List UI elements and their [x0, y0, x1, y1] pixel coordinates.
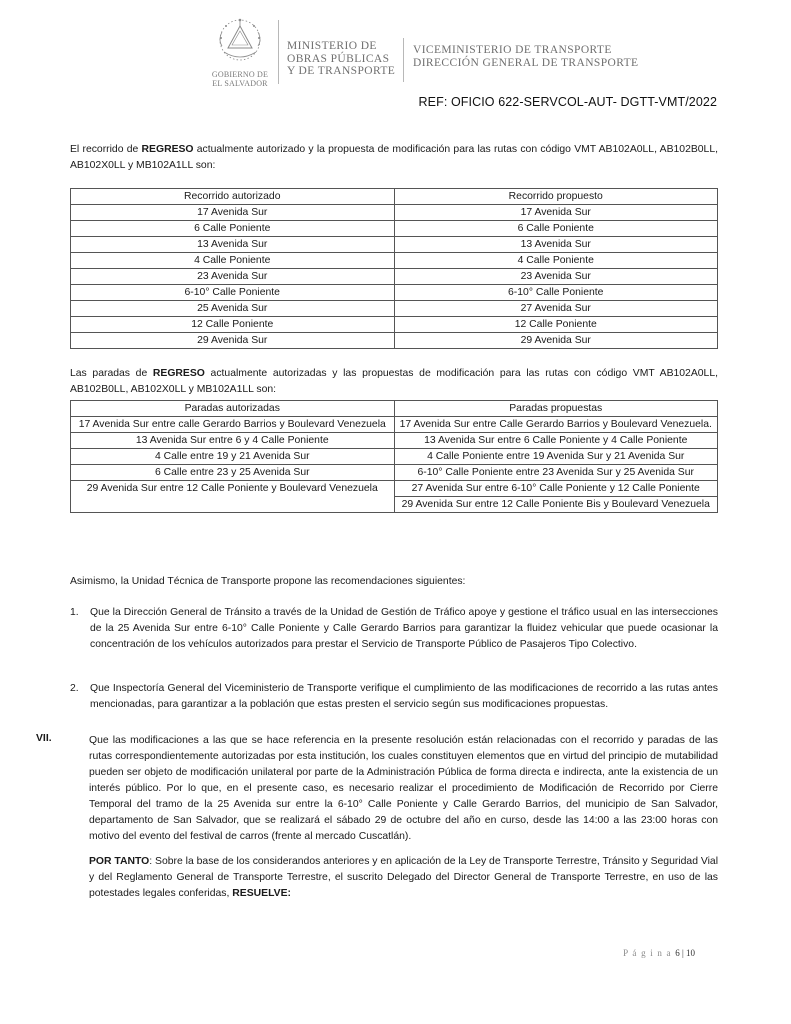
table-cell: 4 Calle Poniente entre 19 Avenida Sur y 21 Avenida Sur [394, 449, 718, 465]
vice-line: VICEMINISTERIO DE TRANSPORTE [413, 44, 612, 56]
table-header-row [71, 401, 718, 417]
ministry-line: OBRAS PÚBLICAS [287, 52, 390, 65]
table-cell: 6-10° Calle Poniente [394, 285, 718, 301]
list-number: 2. [70, 683, 79, 694]
viceministry-name [413, 44, 638, 70]
table-header-row [71, 189, 718, 205]
page-label: P á g i n a [623, 948, 672, 958]
table-paradas [70, 400, 718, 513]
table-row [71, 205, 718, 221]
table-header: Paradas autorizadas [71, 401, 395, 417]
intro-regreso [70, 142, 718, 174]
table-cell: 17 Avenida Sur [71, 205, 395, 221]
table-cell: 27 Avenida Sur entre 6-10° Calle Poniente y 12 Calle Poniente [394, 481, 718, 497]
table-cell: 12 Calle Poniente [71, 317, 395, 333]
intro-paradas [70, 366, 718, 398]
table-cell: 4 Calle Poniente [394, 253, 718, 269]
recommendation-item [70, 681, 718, 713]
table-cell: 27 Avenida Sur [394, 301, 718, 317]
vice-line: DIRECCIÓN GENERAL DE TRANSPORTE [413, 57, 639, 69]
table-row [71, 317, 718, 333]
table-row [71, 301, 718, 317]
coat-of-arms-icon [212, 16, 268, 76]
table-row [71, 237, 718, 253]
intro-text: actualmente autorizadas y las propuestas de modificación para las rutas con código VMT AB102A0LL, AB102B0LL, AB102X0LL y MB102A1LL son: [70, 368, 718, 395]
intro-text: actualmente autorizado y la propuesta de modificación para las rutas con código VMT AB102A0LL, AB102B0LL, AB102X0LL y MB102A1LL son: [70, 144, 718, 171]
conclusion-bold: POR TANTO [89, 856, 150, 867]
table-cell: 17 Avenida Sur [394, 205, 718, 221]
table-row [71, 481, 718, 497]
section-vii-text: Que las modificaciones a las que se hace referencia en la presente resolución están relacionadas con el recorrido y paradas de las rutas correspondientemente autorizadas por esta institución, los cuales constituyen elementos que en virtud del principio de mutabilidad pueden ser objeto de modificación unilateral por parte de la Administración Pública de forma directa e indirecta, ante la existencia de un interés público. Por lo que, en el presente caso, es necesario realizar el procedimiento de Modificación de Recorrido por Cierre Temporal del tramo de la 25 Avenida sur entre la 6-10° Calle Poniente y Calle Gerardo Barrios, del municipio de San Salvador, departamento de San Salvador, que se realizará el sábado 29 de octubre del año en curso, desde las 14:00 a las 23:00 horas con motivo del evento del festival de carros (frente al mercado Cuscatlán). [89, 735, 718, 842]
table-cell: 12 Calle Poniente [394, 317, 718, 333]
reference-number: REF: OFICIO 622-SERVCOL-AUT- DGTT-VMT/2022 [418, 95, 717, 109]
header-divider [278, 20, 279, 84]
table-cell: 29 Avenida Sur entre 12 Calle Poniente y Boulevard Venezuela [71, 481, 395, 513]
intro-text: El recorrido de [70, 144, 142, 155]
table-cell: 17 Avenida Sur entre calle Gerardo Barrios y Boulevard Venezuela [71, 417, 395, 433]
table-cell: 29 Avenida Sur [394, 333, 718, 349]
intro-bold: REGRESO [141, 144, 194, 155]
header-divider [403, 38, 404, 82]
seal-caption-line: GOBIERNO DE [211, 70, 269, 79]
table-cell: 6-10° Calle Poniente entre 23 Avenida Sur y 25 Avenida Sur [394, 465, 718, 481]
ministry-name [287, 40, 395, 78]
table-cell: 4 Calle Poniente [71, 253, 395, 269]
table-cell: 13 Avenida Sur entre 6 y 4 Calle Poniente [71, 433, 395, 449]
recommendation-item [70, 605, 718, 669]
list-text: Que la Dirección General de Tránsito a través de la Unidad de Gestión de Tráfico apoye y gestione el tráfico usual en las intersecciones de la 25 Avenida Sur entre 6-10° Calle Poniente y Calle Gerardo Barrios para garantizar la fluidez vehicular que puede ocasionar la concentración de los vehículos autorizados para prestar el Servicio de Transporte Público de Pasajeros Tipo Colectivo. [90, 607, 718, 650]
table-header: Recorrido autorizado [71, 189, 395, 205]
conclusion [89, 854, 718, 902]
list-text: Que Inspectoría General del Viceministerio de Transporte verifique el cumplimiento de las modificaciones de recorrido a las rutas antes mencionadas, para garantizar a la población que estas presten el servicio según sus modificaciones propuestas. [90, 683, 718, 710]
table-cell: 29 Avenida Sur [71, 333, 395, 349]
list-number: 1. [70, 607, 79, 618]
ministry-line: Y DE TRANSPORTE [287, 65, 396, 77]
page-number: 6 | 10 [675, 948, 695, 958]
table-row [71, 465, 718, 481]
seal-caption [204, 70, 276, 88]
table-header: Paradas propuestas [394, 401, 718, 417]
table-row [71, 269, 718, 285]
ministry-line: MINISTERIO DE [287, 40, 377, 52]
table-row [71, 417, 718, 433]
table-row [71, 433, 718, 449]
intro-bold: REGRESO [152, 368, 205, 379]
table-row [71, 333, 718, 349]
intro-text: Las paradas de [70, 368, 153, 379]
table-row [71, 253, 718, 269]
table-cell: 13 Avenida Sur entre 6 Calle Poniente y 4 Calle Poniente [394, 433, 718, 449]
page-footer [623, 948, 695, 958]
resuelve: RESUELVE: [232, 888, 291, 899]
section-number: VII. [36, 733, 52, 744]
table-cell: 23 Avenida Sur [394, 269, 718, 285]
table-cell: 25 Avenida Sur [71, 301, 395, 317]
table-cell: 29 Avenida Sur entre 12 Calle Poniente Bis y Boulevard Venezuela [394, 497, 718, 513]
table-cell: 23 Avenida Sur [71, 269, 395, 285]
table-row [71, 285, 718, 301]
table-row [71, 221, 718, 237]
seal-caption-line: EL SALVADOR [212, 79, 268, 88]
table-header: Recorrido propuesto [394, 189, 718, 205]
table-cell: 6 Calle Poniente [394, 221, 718, 237]
table-cell: 13 Avenida Sur [71, 237, 395, 253]
recommendations-intro: Asimismo, la Unidad Técnica de Transporte propone las recomendaciones siguientes: [70, 576, 466, 587]
table-row [71, 449, 718, 465]
table-cell: 13 Avenida Sur [394, 237, 718, 253]
table-cell: 6 Calle Poniente [71, 221, 395, 237]
table-recorrido [70, 188, 718, 349]
conclusion-text: : Sobre la base de los considerandos anteriores y en aplicación de la Ley de Transporte Terrestre, Tránsito y Seguridad Vial y del Reglamento General de Transporte Terrestre, el suscrito Delegado del Director General de Transporte Terrestre, en uso de las potestades legales conferidas, [89, 856, 719, 899]
table-cell: 6-10° Calle Poniente [71, 285, 395, 301]
table-cell: 17 Avenida Sur entre Calle Gerardo Barrios y Boulevard Venezuela. [394, 417, 718, 433]
table-cell: 6 Calle entre 23 y 25 Avenida Sur [71, 465, 395, 481]
table-cell: 4 Calle entre 19 y 21 Avenida Sur [71, 449, 395, 465]
